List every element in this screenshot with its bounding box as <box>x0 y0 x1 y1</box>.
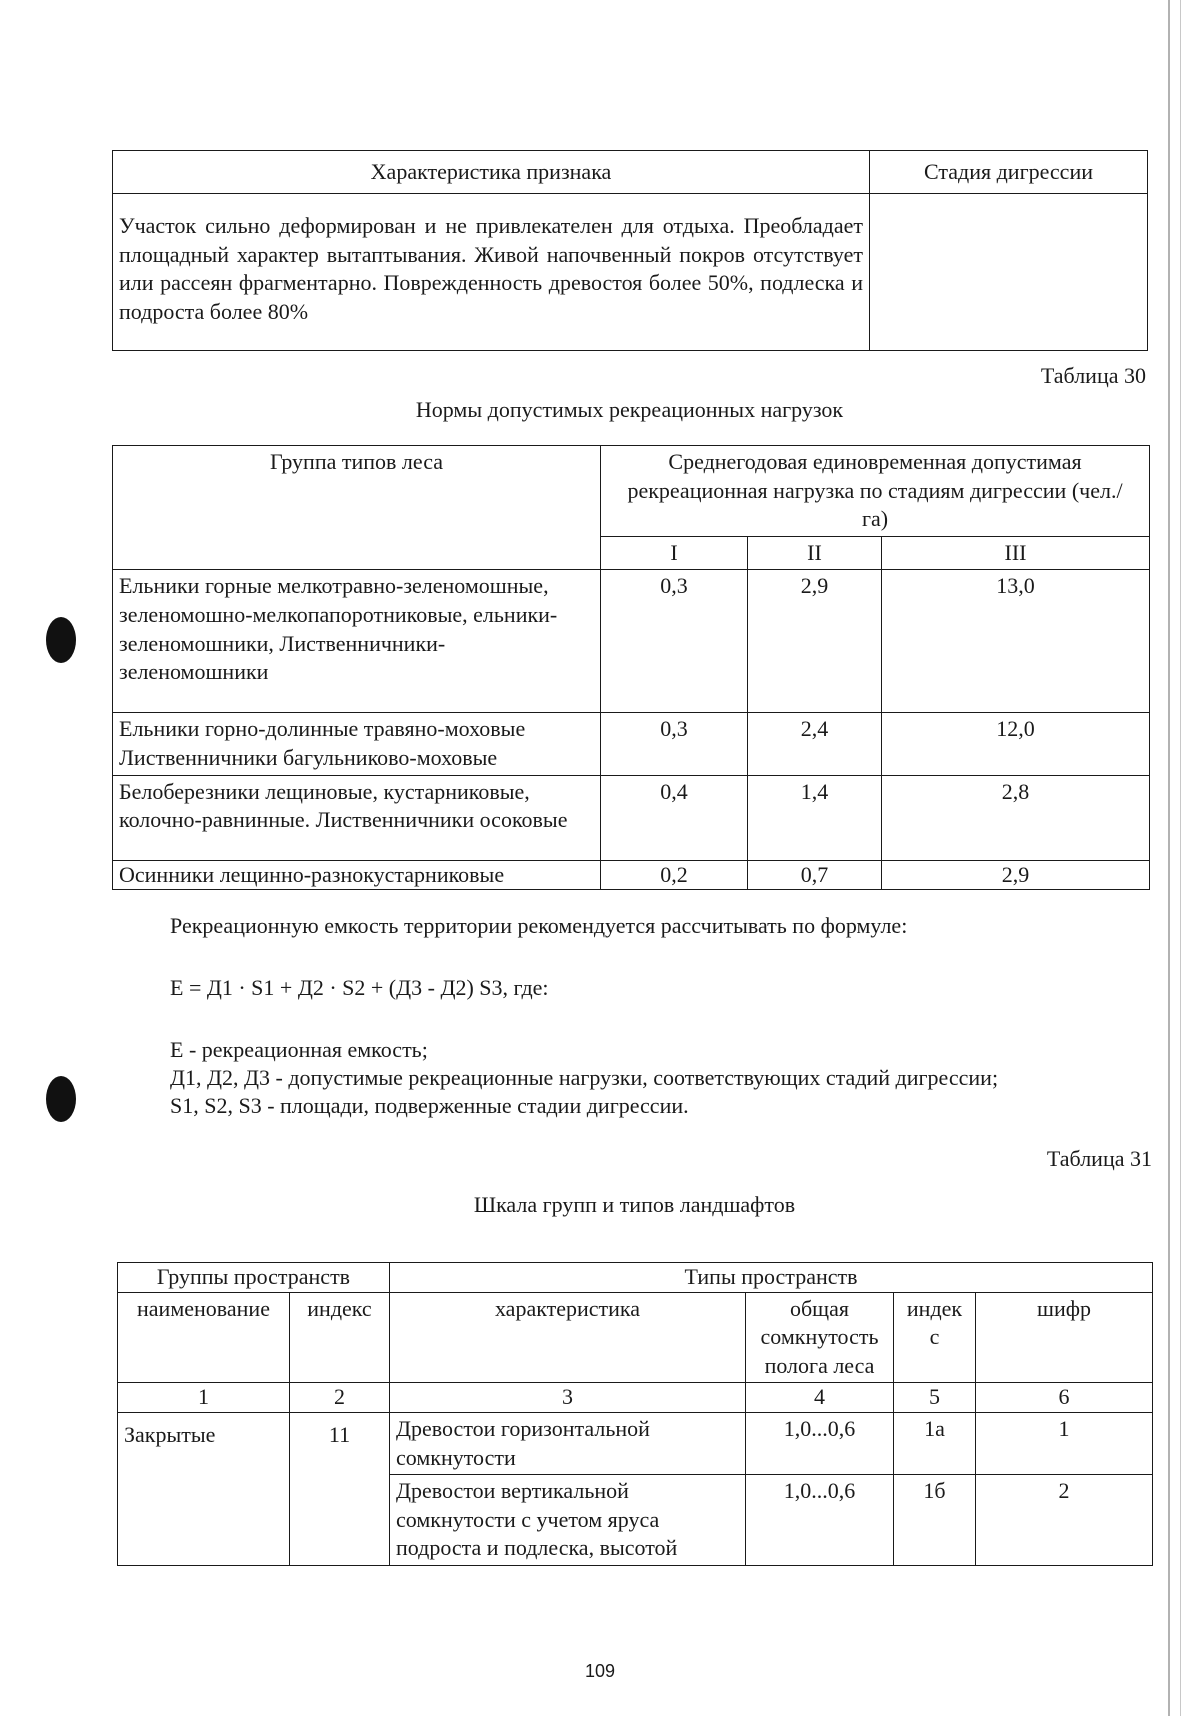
load-stage-iii: 12,0 <box>882 713 1150 775</box>
page-number: 109 <box>584 1661 616 1681</box>
formula-expression: Е = Д1 · S1 + Д2 · S2 + (Д3 - Д2) S3, где: <box>170 975 549 1000</box>
type-index: 1б <box>894 1475 976 1566</box>
load-stage-i: 0,2 <box>601 860 748 890</box>
load-stage-ii: 2,4 <box>748 713 882 775</box>
canopy-closure: 1,0...0,6 <box>746 1475 894 1566</box>
scan-edge-shadow <box>1180 0 1181 1716</box>
header-name: наименование <box>118 1292 290 1383</box>
column-number: 3 <box>390 1383 746 1413</box>
formula-def-d: Д1, Д2, Д3 - допустимые рекреационные нагрузки, соответствующих стадий дигрессии; <box>170 1065 999 1090</box>
formula-intro: Рекреационную емкость территории рекомендуется рассчитывать по формуле: <box>170 913 908 938</box>
load-stage-iii: 2,9 <box>882 860 1150 890</box>
formula-def-s: S1, S2, S3 - площади, подверженные стадии дигрессии. <box>170 1093 689 1118</box>
table31-title: Шкала групп и типов ландшафтов <box>473 1192 796 1217</box>
load-stage-i: 0,3 <box>601 713 748 775</box>
table31-label: Таблица 31 <box>1046 1146 1152 1171</box>
header-space-types: Типы пространств <box>390 1263 1153 1293</box>
table-row <box>113 570 1150 713</box>
header-canopy-closure: общая сомкнутость полога леса <box>746 1292 894 1383</box>
group-name: Закрытые <box>118 1412 290 1565</box>
column-number: 2 <box>290 1383 390 1413</box>
forest-group: Ельники горные мелкотравно-зеленомошные, зеленомошно-мелкопапоротниковые, ельники-зеленомошники, Лиственничники-зеленомошники <box>113 570 601 713</box>
load-stage-iii: 13,0 <box>882 570 1150 713</box>
recreation-load-table <box>112 445 1150 890</box>
criteria-table <box>112 150 1148 351</box>
type-characteristic: Древостои вертикальной сомкнутости с учетом яруса подроста и подлеска, высотой <box>390 1475 746 1566</box>
header-code: шифр <box>976 1292 1153 1383</box>
load-stage-ii: 0,7 <box>748 860 882 890</box>
forest-group: Белоберезники лещиновые, кустарниковые, колочно-равнинные. Лиственничники осоковые <box>113 775 601 860</box>
table-row <box>118 1412 1153 1474</box>
header-stage: Стадия дигрессии <box>870 151 1148 194</box>
type-code: 1 <box>976 1412 1153 1474</box>
load-stage-ii: 2,9 <box>748 570 882 713</box>
header-stage-iii: III <box>882 536 1150 570</box>
punch-hole <box>46 1076 76 1122</box>
type-characteristic: Древостои горизонтальной сомкнутости <box>390 1412 746 1474</box>
formula-def-e: Е - рекреационная емкость; <box>170 1037 428 1062</box>
type-index: 1а <box>894 1412 976 1474</box>
header-space-groups: Группы пространств <box>118 1263 390 1293</box>
column-number: 6 <box>976 1383 1153 1413</box>
load-stage-iii: 2,8 <box>882 775 1150 860</box>
table30-title: Нормы допустимых рекреационных нагрузок <box>415 397 844 422</box>
canopy-closure: 1,0...0,6 <box>746 1412 894 1474</box>
type-code: 2 <box>976 1475 1153 1566</box>
landscape-scale-table <box>117 1262 1153 1566</box>
header-type-index: индек с <box>894 1292 976 1383</box>
load-stage-i: 0,4 <box>601 775 748 860</box>
column-number: 1 <box>118 1383 290 1413</box>
load-stage-ii: 1,4 <box>748 775 882 860</box>
column-number: 5 <box>894 1383 976 1413</box>
table-row <box>113 860 1150 890</box>
forest-group: Осинники лещинно-разнокустарниковые <box>113 860 601 890</box>
header-stage-i: I <box>601 536 748 570</box>
group-index: 11 <box>290 1412 390 1565</box>
header-criterion: Характеристика признака <box>113 151 870 194</box>
header-forest-group: Группа типов леса <box>113 446 601 570</box>
scan-edge-shadow <box>1168 0 1170 1716</box>
load-stage-i: 0,3 <box>601 570 748 713</box>
table-row <box>113 775 1150 860</box>
header-stage-ii: II <box>748 536 882 570</box>
stage-cell <box>870 194 1148 351</box>
header-characteristic: характеристика <box>390 1292 746 1383</box>
criterion-text: Участок сильно деформирован и не привлекателен для отдыха. Преобладает площадный характер вытаптывания. Живой напочвенный покров отсутствует или рассеян фрагментарно. Поврежденность древостоя более 50%, подлеска и подроста более 80% <box>113 194 870 351</box>
column-number: 4 <box>746 1383 894 1413</box>
header-load: Среднегодовая единовременная допустимая рекреационная нагрузка по стадиям дигрессии (чел./га) <box>601 446 1150 537</box>
punch-hole <box>46 617 76 663</box>
table-row <box>113 713 1150 775</box>
header-index: индекс <box>290 1292 390 1383</box>
table30-label: Таблица 30 <box>1040 363 1146 388</box>
forest-group: Ельники горно-долинные травяно-моховые Лиственничники багульниково-моховые <box>113 713 601 775</box>
